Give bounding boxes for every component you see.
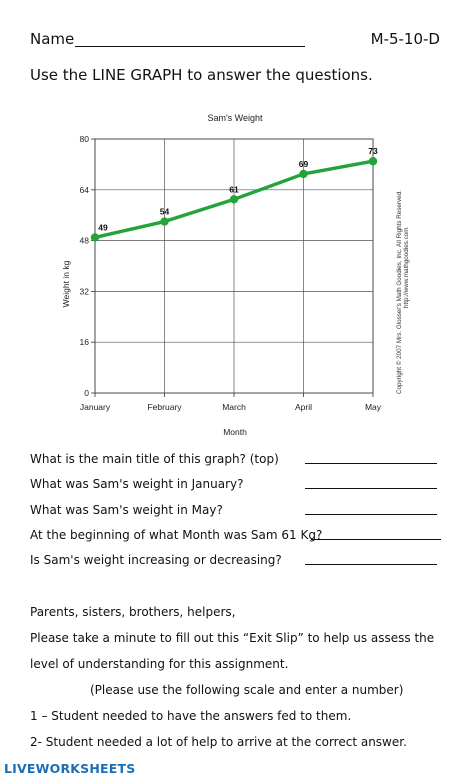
exit-slip-item-1: 1 – Student needed to have the answers fed to them. [30,709,352,723]
footer-bar [0,760,474,778]
x-tick-label: March [222,402,246,412]
answer-line-4[interactable] [311,539,441,540]
x-tick-label: February [147,402,182,412]
data-label: 69 [298,158,309,169]
chart-ticks [80,134,382,412]
exit-slip-item-2: 2- Student needed a lot of help to arrive at the correct answer. [30,735,407,749]
chart-series [91,146,378,241]
x-tick-label: April [294,402,313,412]
data-point [91,233,99,241]
exit-slip-line-1: Please take a minute to fill out this “Exit Slip” to help us assess the [30,631,435,645]
data-point [299,170,307,178]
name-blank-line[interactable] [75,46,305,47]
chart-y-axis-label: Weight in kg [61,260,71,308]
worksheet-code: M-5-10-D [370,30,440,48]
y-tick-label: 16 [79,337,89,348]
answer-line-3[interactable] [305,514,437,515]
data-point [160,217,168,225]
question-4: At the beginning of what Month was Sam 61 Kg? [30,528,323,542]
question-1: What is the main title of this graph? (top) [30,452,279,466]
y-tick-label: 0 [84,388,89,398]
answer-line-1[interactable] [305,463,437,464]
y-tick-label: 80 [79,134,89,144]
data-label: 49 [98,222,108,233]
chart-grid [95,139,373,393]
data-point [369,157,377,165]
data-label: 61 [229,184,239,195]
exit-slip-scale-note: (Please use the following scale and enter a number) [90,683,404,697]
answer-line-5[interactable] [305,564,437,565]
name-label: Name [30,30,75,48]
x-tick-label: January [79,402,111,412]
x-tick-label: May [364,402,382,412]
y-tick-label: 64 [79,184,89,195]
y-tick-label: 48 [79,235,89,246]
instruction-text: Use the LINE GRAPH to answer the questions. [30,66,373,84]
liveworksheets-logo: LIVEWORKSHEETS [4,761,136,776]
data-label: 54 [159,206,170,217]
line-chart [55,108,415,443]
chart-url: http://www.mathgoodies.com [403,227,410,308]
chart-x-axis-label: Month [223,427,247,437]
chart-title: Sam's Weight [207,113,263,123]
exit-slip-greeting: Parents, sisters, brothers, helpers, [30,605,236,619]
question-3: What was Sam's weight in May? [30,503,223,517]
exit-slip-line-2: level of understanding for this assignment. [30,657,289,671]
chart-copyright: Copyright © 2007 Mrs. Glosser's Math Goodies, Inc. All Rights Reserved. [396,190,403,394]
data-label: 73 [368,146,378,157]
answer-line-2[interactable] [305,488,437,489]
y-tick-label: 32 [79,286,89,297]
question-2: What was Sam's weight in January? [30,477,244,491]
data-point [230,195,238,203]
question-5: Is Sam's weight increasing or decreasing? [30,553,282,567]
